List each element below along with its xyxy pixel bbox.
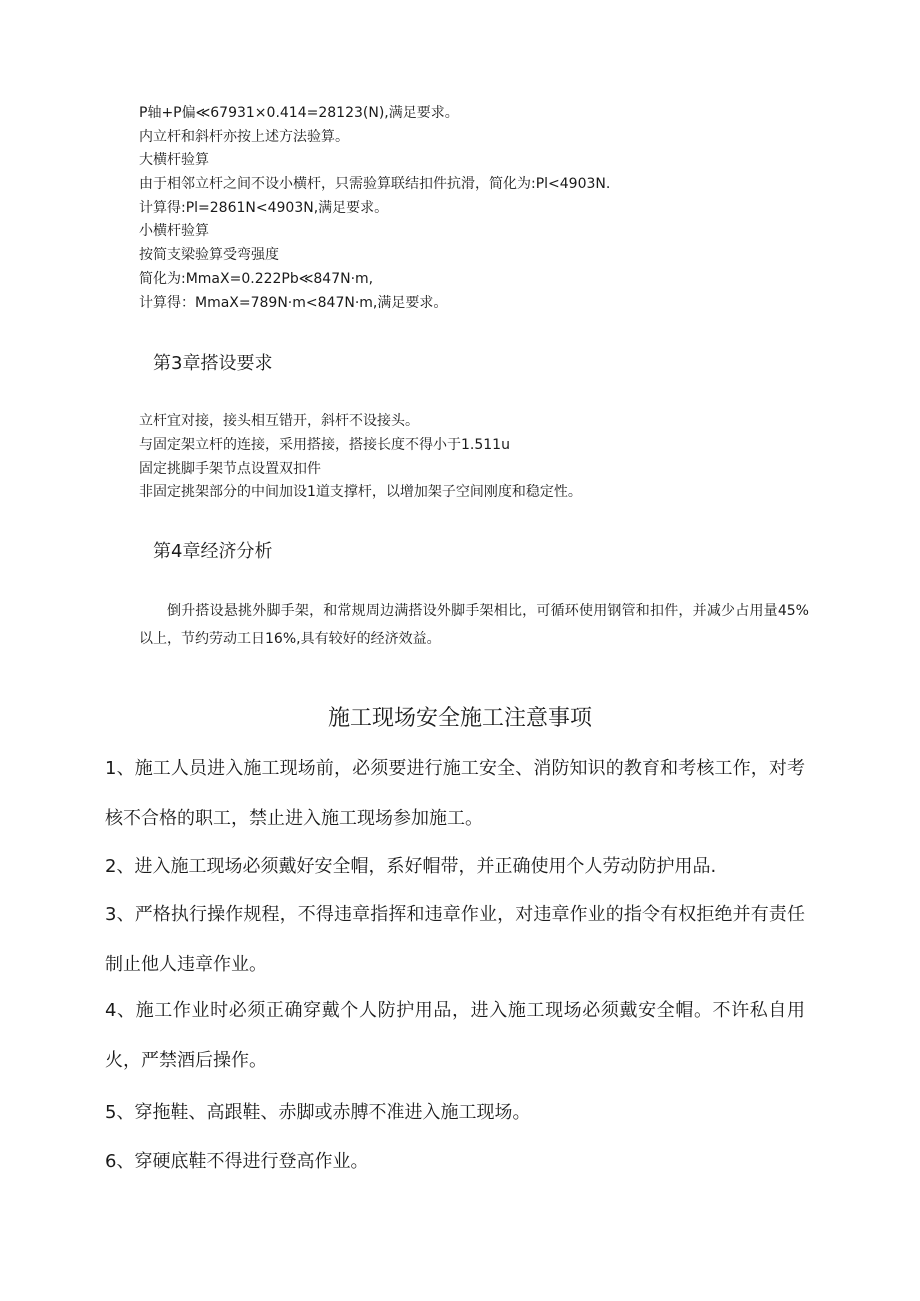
calc-line-8: 简化为:MmaX=0.222Pb≪847N·m, [139,271,374,287]
calc-line-7: 按简支梁验算受弯强度 [139,247,279,263]
safety-title: 施工现场安全施工注意事项 [327,706,592,731]
chapter-3-line-4: 非固定挑架部分的中间加设1道支撑杆，以增加架子空间刚度和稳定性。 [139,484,582,500]
safety-item-2: 2、进入施工现场必须戴好安全帽，系好帽带，并正确使用个人劳动防护用品. [105,856,717,877]
calc-line-4: 由于相邻立杆之间不设小横杆，只需验算联结扣件抗滑，简化为:Pl<4903N. [139,176,611,192]
safety-item-5: 5、穿拖鞋、高跟鞋、赤脚或赤膊不准进入施工现场。 [105,1102,531,1123]
safety-item-4: 4、施工作业时必须正确穿戴个人防护用品，进入施工现场必须戴安全帽。不许私自用火，严禁酒后操作。 [105,1000,805,1071]
calc-line-2: 内立杆和斜杆亦按上述方法验算。 [139,129,349,145]
chapter-3-line-3: 固定挑脚手架节点设置双扣件 [139,461,321,477]
calc-line-1: P轴+P偏≪67931×0.414=28123(N),满足要求。 [139,105,459,121]
chapter-3-line-2: 与固定架立杆的连接，采用搭接，搭接长度不得小于1.511u [139,437,510,453]
calc-line-6: 小横杆验算 [139,223,209,239]
chapter-4-heading: 第4章经济分析 [153,541,273,562]
calc-line-5: 计算得:Pl=2861N<4903N,满足要求。 [139,200,389,216]
safety-item-1: 1、施工人员进入施工现场前，必须要进行施工安全、消防知识的教育和考核工作，对考核不合格的职工，禁止进入施工现场参加施工。 [105,758,805,829]
chapter-3-heading: 第3章搭设要求 [153,353,273,374]
safety-item-3: 3、严格执行操作规程，不得违章指挥和违章作业，对违章作业的指令有权拒绝并有责任制止他人违章作业。 [105,904,805,975]
safety-item-6: 6、穿硬底鞋不得进行登高作业。 [105,1151,369,1172]
calc-line-9: 计算得：MmaX=789N·m<847N·m,满足要求。 [139,295,448,311]
chapter-4-paragraph: 倒升搭设悬挑外脚手架，和常规周边满搭设外脚手架相比，可循环使用钢管和扣件，并减少占用量45%以上，节约劳动工日16%,具有较好的经济效益。 [139,603,809,647]
calc-line-3: 大横杆验算 [139,152,209,168]
chapter-3-line-1: 立杆宜对接，接头相互错开，斜杆不设接头。 [139,413,419,429]
